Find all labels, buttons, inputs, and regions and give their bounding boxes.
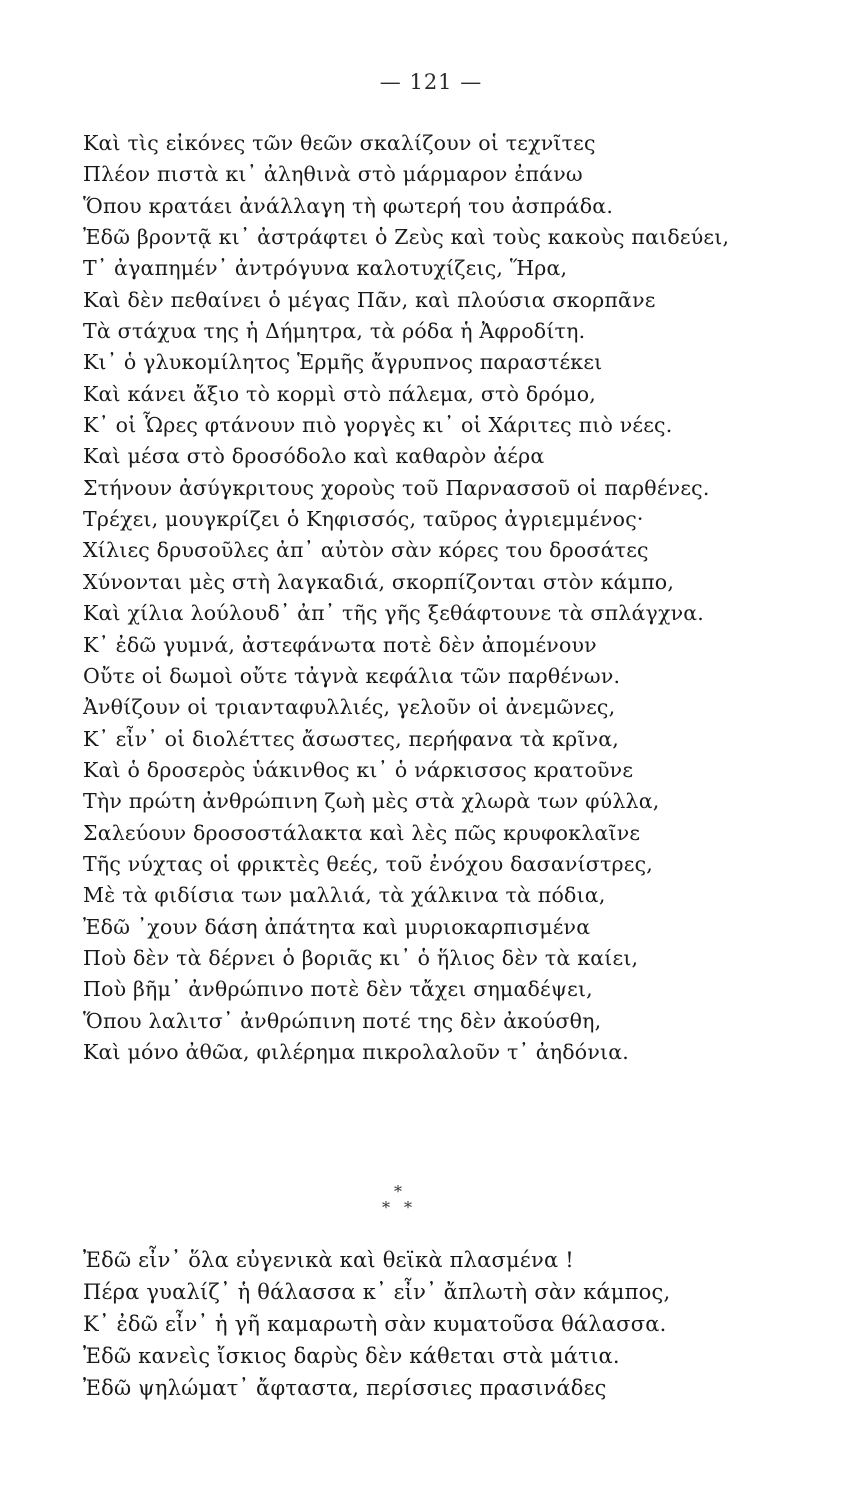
verse-line: Χίλιες δρυσοῦλες ἀπ᾽ αὐτὸν σὰν κόρες του δροσάτες (83, 538, 649, 563)
verse-line: Τὴν πρώτη ἀνθρώπινη ζωὴ μὲς στὰ χλωρὰ των φύλλα, (83, 789, 660, 814)
verse-line: Κ᾽ εἶν᾽ οἱ διολέττες ἄσωστες, περήφανα τὰ κρῖνα, (83, 726, 619, 751)
verse-line: Οὔτε οἱ δωμοὶ οὔτε τἀγνὰ κεφάλια τῶν παρθένων. (83, 663, 621, 688)
asterism-star: * (382, 1198, 390, 1217)
verse-line: Ποὺ βῆμ᾽ ἀνθρώπινο ποτὲ δὲν τἄχει σημαδέψει, (83, 977, 593, 1002)
verse-line: Καὶ μέσα στὸ δροσόδολο καὶ καθαρὸν ἀέρα (83, 444, 545, 469)
verse-line: Καὶ χίλια λούλουδ᾽ ἀπ᾽ τῆς γῆς ξεθάφτουνε τὰ σπλάγχνα. (83, 601, 704, 626)
poem-stanza-1 (83, 128, 729, 1068)
verse-line: Ὅπου κρατάει ἀνάλλαγη τὴ φωτερή του ἀσπράδα. (83, 193, 614, 218)
verse-line: Πλέον πιστὰ κι᾽ ἀληθινὰ στὸ μάρμαρον ἐπάνω (83, 162, 583, 187)
verse-line: Χύνονται μὲς στὴ λαγκαδιά, σκορπίζονται στὸν κάμπο, (83, 569, 675, 594)
verse-line: Ἐδῶ κανεὶς ἴσκιος δαρὺς δὲν κάθεται στὰ μάτια. (83, 1344, 620, 1368)
page-number: — 121 — (379, 70, 483, 94)
verse-line: Τ᾽ ἀγαπημέν᾽ ἀντρόγυνα καλοτυχίζεις, Ἥρα, (83, 256, 568, 281)
verse-line: Καὶ ὁ δροσερὸς ὑάκινθος κι᾽ ὁ νάρκισσος κρατοῦνε (83, 757, 634, 782)
poem-stanza-2 (83, 1244, 670, 1404)
verse-line: Μὲ τὰ φιδίσια των μαλλιά, τὰ χάλκινα τὰ πόδια, (83, 883, 606, 908)
verse-line: Ἐδῶ ψηλώματ᾽ ἄφταστα, περίσσιες πρασινάδες (83, 1376, 607, 1400)
verse-line: Ποὺ δὲν τὰ δέρνει ὁ βοριᾶς κι᾽ ὁ ἥλιος δὲν τὰ καίει, (83, 945, 639, 970)
verse-line: Κι᾽ ὁ γλυκομίλητος Ἑρμῆς ἄγρυπνος παραστέκει (83, 350, 603, 375)
verse-line: Ἀνθίζουν οἱ τριανταφυλλιές, γελοῦν οἱ ἀνεμῶνες, (83, 695, 616, 720)
verse-line: Κ᾽ οἱ Ὧρες φτάνουν πιὸ γοργὲς κι᾽ οἱ Χάριτες πιὸ νέες. (83, 413, 673, 438)
verse-line: Καὶ δὲν πεθαίνει ὁ μέγας Πᾶν, καὶ πλούσια σκορπᾶνε (83, 287, 656, 312)
asterism-star: * (394, 1182, 402, 1201)
asterism-star: * (404, 1198, 412, 1217)
section-divider-asterism (0, 1184, 862, 1224)
verse-line: Κ᾽ ἐδῶ γυμνά, ἀστεφάνωτα ποτὲ δὲν ἀπομένουν (83, 632, 597, 657)
verse-line: Τῆς νύχτας οἱ φρικτὲς θεές, τοῦ ἐνόχου δασανίστρες, (83, 851, 654, 876)
verse-line: Ἐδῶ εἶν᾽ ὅλα εὐγενικὰ καὶ θεϊκὰ πλασμένα ! (83, 1248, 574, 1272)
verse-line: Ἐδῶ βροντᾷ κι᾽ ἀστράφτει ὁ Ζεὺς καὶ τοὺς κακοὺς παιδεύει, (83, 225, 730, 250)
verse-line: Κ᾽ ἐδῶ εἶν᾽ ἡ γῆ καμαρωτὴ σὰν κυματοῦσα θάλασσα. (83, 1312, 667, 1336)
verse-line: Πέρα γυαλίζ᾽ ἡ θάλασσα κ᾽ εἶν᾽ ἄπλωτὴ σὰν κάμπος, (83, 1280, 671, 1304)
verse-line: Ἐδῶ ᾽χουν δάση ἀπάτητα καὶ μυριοκαρπισμένα (83, 914, 591, 939)
verse-line: Στήνουν ἀσύγκριτους χοροὺς τοῦ Παρνασσοῦ οἱ παρθένες. (83, 475, 710, 500)
verse-line: Τὰ στάχυα της ἡ Δήμητρα, τὰ ρόδα ἡ Ἀφροδίτη. (83, 319, 586, 344)
verse-line: Ὅπου λαλιτσ᾽ ἀνθρώπινη ποτέ της δὲν ἀκούσθη, (83, 1008, 602, 1033)
verse-line: Καὶ μόνο ἀθῶα, φιλέρημα πικρολαλοῦν τ᾽ ἀηδόνια. (83, 1039, 630, 1064)
verse-line: Σαλεύουν δροσοστάλακτα καὶ λὲς πῶς κρυφοκλαῖνε (83, 820, 641, 845)
verse-line: Τρέχει, μουγκρίζει ὁ Κηφισσός, ταῦρος ἀγριεμμένος· (83, 507, 644, 532)
verse-line: Καὶ κάνει ἄξιο τὸ κορμὶ στὸ πάλεμα, στὸ δρόμο, (83, 381, 596, 406)
verse-line: Καὶ τὶς εἰκόνες τῶν θεῶν σκαλίζουν οἱ τεχνῖτες (83, 131, 596, 155)
